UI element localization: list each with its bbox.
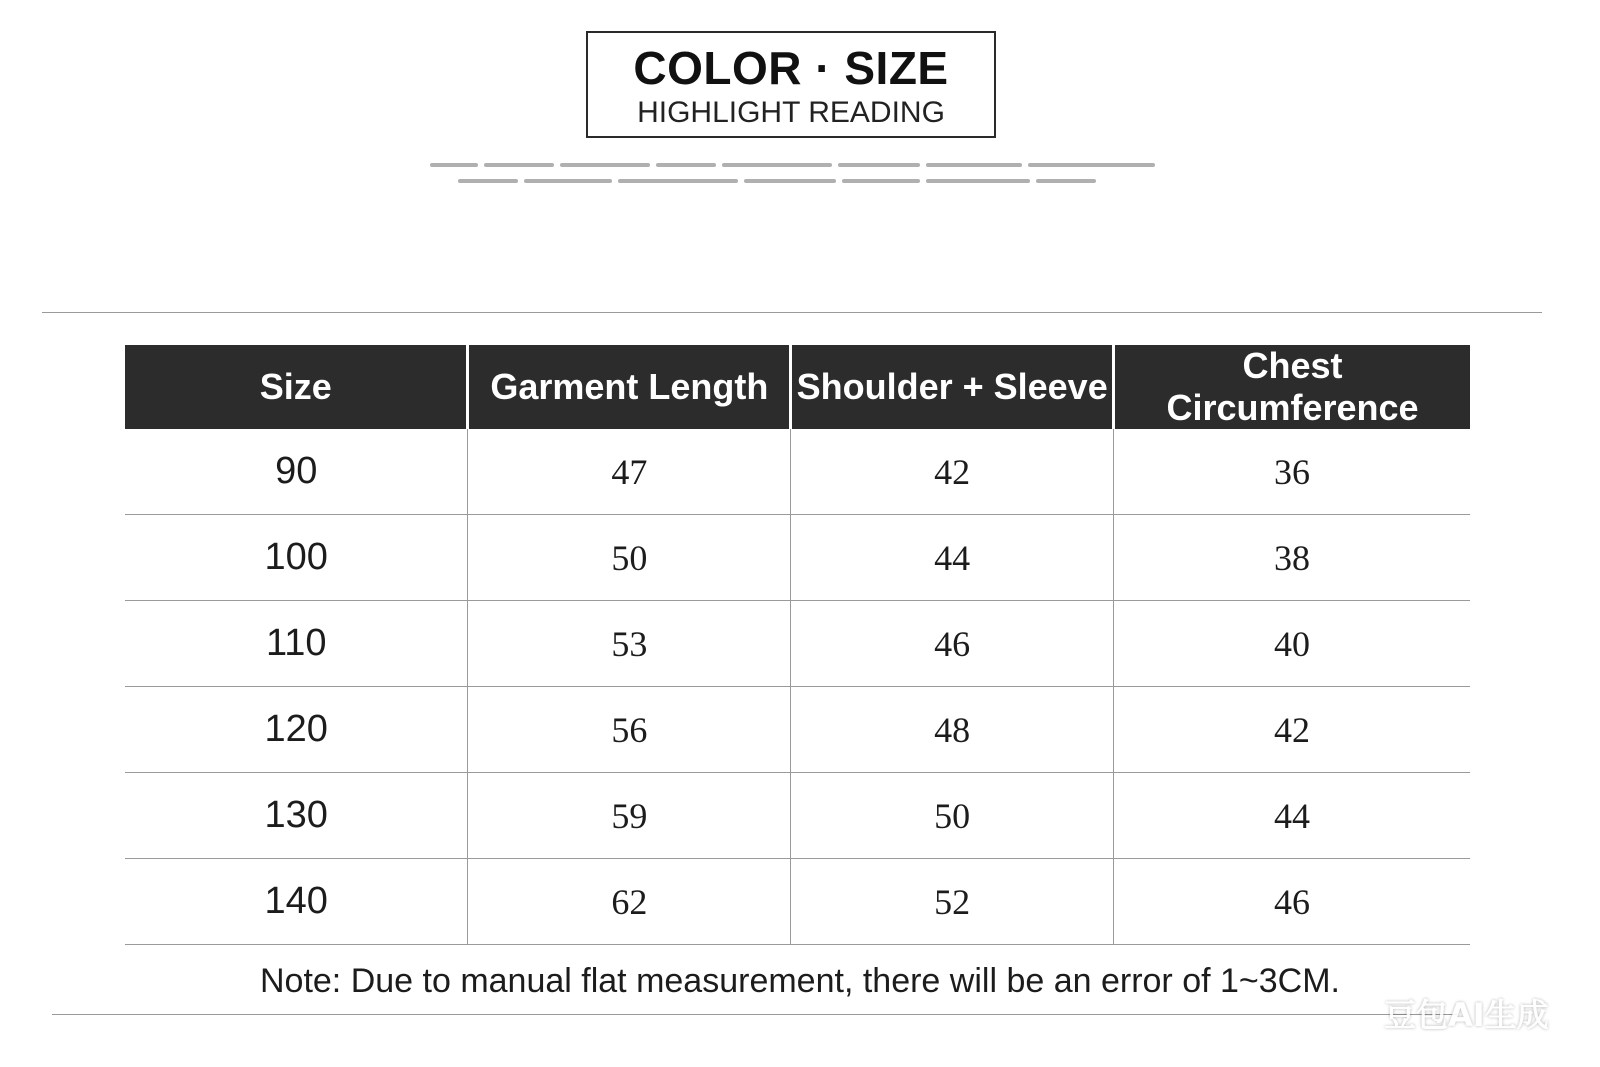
garment-length-cell: 62	[468, 859, 791, 945]
garment-length-cell: 47	[468, 429, 791, 515]
table-row	[125, 687, 1470, 773]
size-cell: 110	[125, 601, 468, 687]
column-header-chest-circumference: Chest Circumference	[1114, 345, 1470, 429]
table-row	[125, 515, 1470, 601]
bottom-divider	[52, 1014, 1457, 1015]
size-cell: 130	[125, 773, 468, 859]
shoulder-sleeve-cell: 48	[791, 687, 1114, 773]
shoulder-sleeve-cell: 44	[791, 515, 1114, 601]
blurred-text-graphic	[430, 160, 1155, 192]
chest-circumference-cell: 40	[1114, 601, 1470, 687]
size-cell: 140	[125, 859, 468, 945]
chest-circumference-cell: 42	[1114, 687, 1470, 773]
chest-circumference-cell: 46	[1114, 859, 1470, 945]
table-row	[125, 859, 1470, 945]
fine-print-illegible	[430, 160, 1155, 197]
garment-length-cell: 53	[468, 601, 791, 687]
garment-length-cell: 56	[468, 687, 791, 773]
table-row	[125, 773, 1470, 859]
page-title: COLOR · SIZE	[633, 42, 949, 94]
shoulder-sleeve-cell: 50	[791, 773, 1114, 859]
column-header-size: Size	[125, 345, 468, 429]
page-subtitle: HIGHLIGHT READING	[637, 96, 945, 129]
table-header-row	[125, 345, 1470, 429]
column-header-shoulder-sleeve: Shoulder + Sleeve	[791, 345, 1114, 429]
size-cell: 120	[125, 687, 468, 773]
chest-circumference-cell: 36	[1114, 429, 1470, 515]
garment-length-cell: 59	[468, 773, 791, 859]
title-box	[586, 31, 996, 138]
shoulder-sleeve-cell: 42	[791, 429, 1114, 515]
top-divider	[42, 312, 1542, 313]
table-row	[125, 429, 1470, 515]
garment-length-cell: 50	[468, 515, 791, 601]
shoulder-sleeve-cell: 52	[791, 859, 1114, 945]
shoulder-sleeve-cell: 46	[791, 601, 1114, 687]
ai-generated-watermark: 豆包AI生成	[1384, 996, 1549, 1034]
table-row	[125, 601, 1470, 687]
chest-circumference-cell: 44	[1114, 773, 1470, 859]
size-chart-table	[125, 345, 1470, 945]
chest-circumference-cell: 38	[1114, 515, 1470, 601]
column-header-garment-length: Garment Length	[468, 345, 791, 429]
size-cell: 100	[125, 515, 468, 601]
measurement-note: Note: Due to manual flat measurement, there will be an error of 1~3CM.	[259, 962, 1340, 1000]
size-cell: 90	[125, 429, 468, 515]
